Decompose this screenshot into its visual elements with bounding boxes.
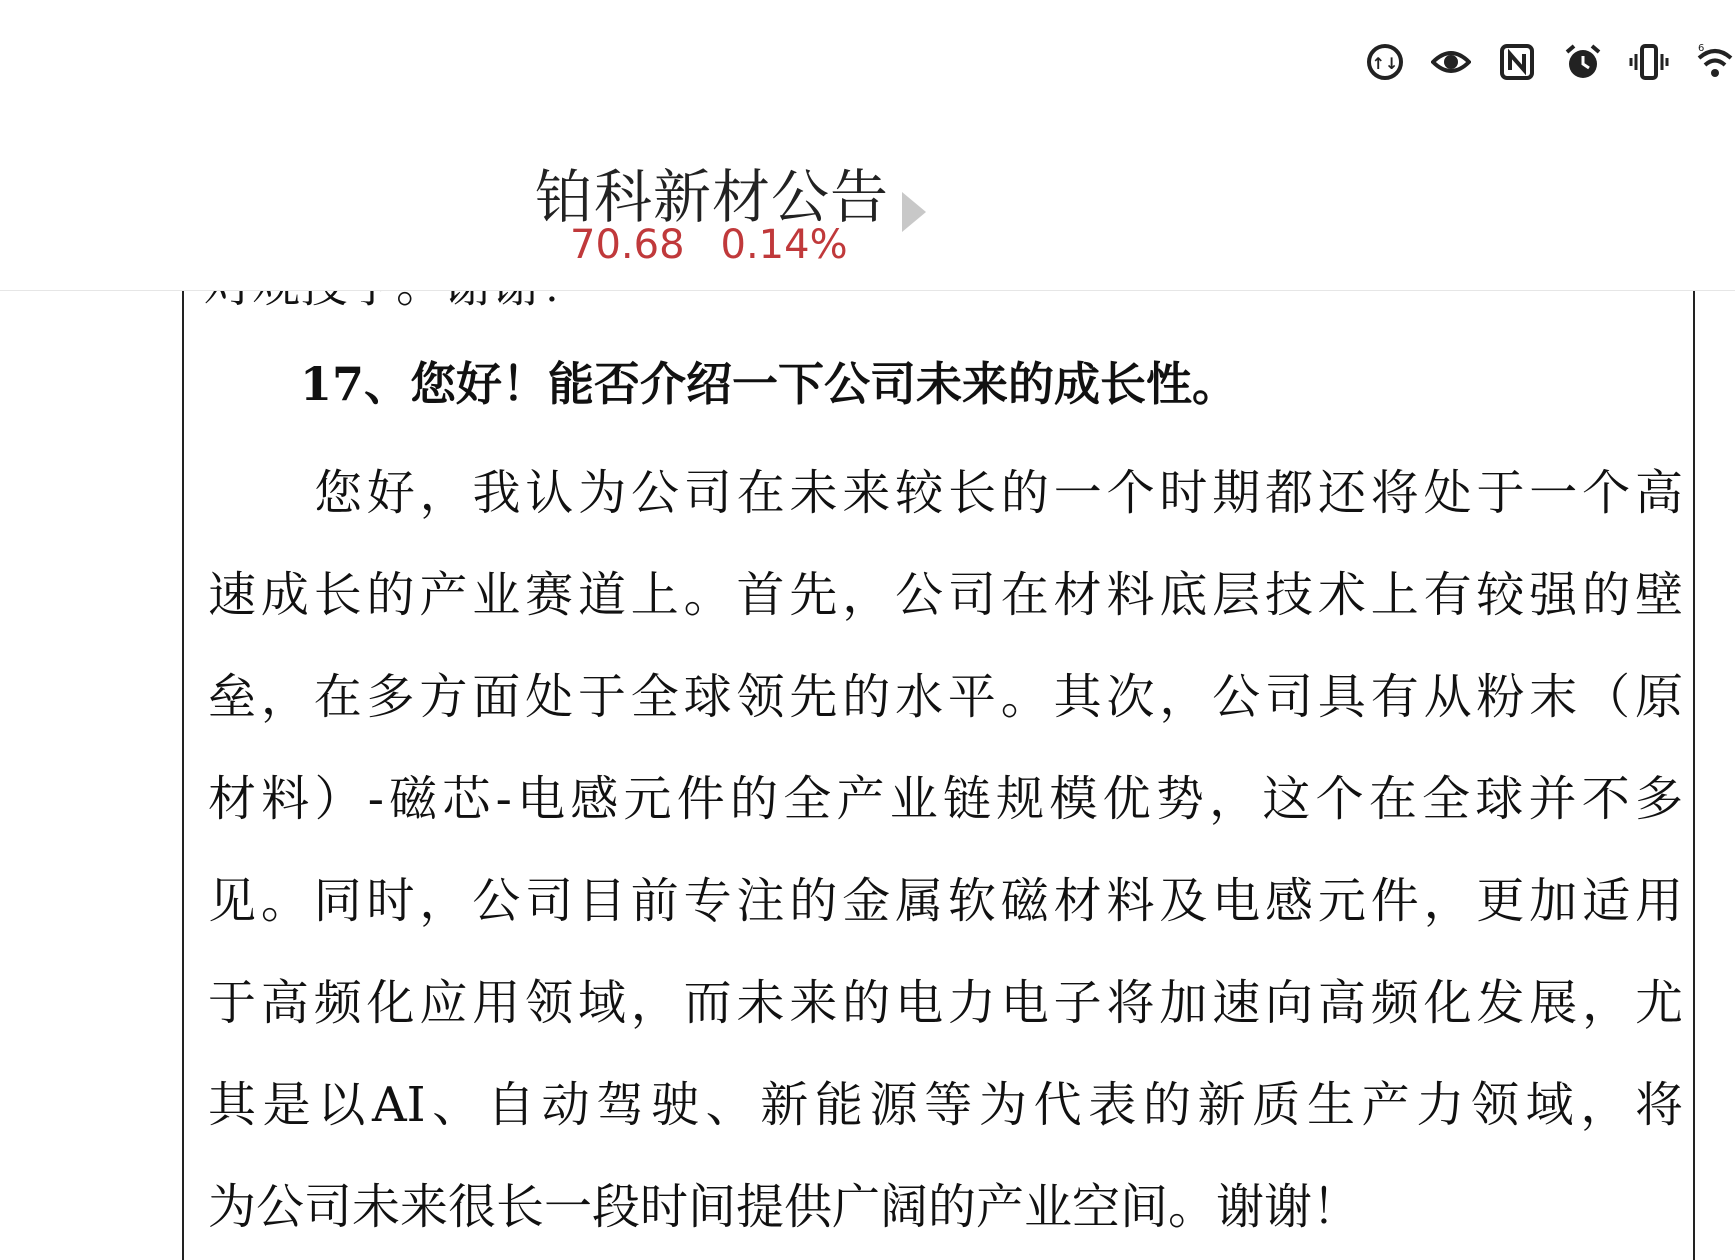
nfc-icon: [1497, 42, 1537, 82]
answer-line: 速成长的产业赛道上。首先，公司在材料底层技术上有较强的壁: [208, 567, 1683, 623]
answer-line: 您好，我认为公司在未来较长的一个时期都还将处于一个高: [314, 465, 1683, 521]
stock-price: 70.68: [570, 222, 685, 268]
answer-line: 于高频化应用领域，而未来的电力电子将加速向高频化发展，尤: [208, 975, 1683, 1031]
stock-quote: [570, 222, 848, 268]
vibrate-icon: [1629, 42, 1669, 82]
answer-line: 为公司未来很长一段时间提供广阔的产业空间。谢谢！: [208, 1179, 1361, 1235]
wifi-6-icon: [1695, 42, 1735, 82]
answer-line: 垒，在多方面处于全球领先的水平。其次，公司具有从粉末（原: [208, 669, 1683, 725]
alarm-icon: [1563, 42, 1603, 82]
data-saver-icon: [1365, 42, 1405, 82]
svg-text:↑↓: ↑↓: [1371, 54, 1399, 73]
answer-paragraph: [208, 442, 1683, 1258]
play-arrow-icon[interactable]: [902, 192, 926, 232]
document-page: [182, 260, 1695, 1260]
status-bar: [0, 0, 1735, 120]
answer-line: 材料）-磁芯-电感元件的全产业链规模优势，这个在全球并不多: [208, 771, 1683, 827]
eye-icon: [1431, 42, 1471, 82]
answer-line: 其是以AI、自动驾驶、新能源等为代表的新质生产力领域，将: [208, 1077, 1683, 1133]
answer-line: 见。同时，公司目前专注的金属软磁材料及电感元件，更加适用: [208, 873, 1683, 929]
stock-change: 0.14%: [720, 222, 848, 268]
status-icons: [1365, 42, 1735, 82]
page-title: 铂科新材公告: [535, 163, 890, 231]
svg-text:6: 6: [1698, 43, 1705, 54]
question-heading: 17、您好！能否介绍一下公司未来的成长性。: [300, 357, 1239, 411]
announcement-header: [0, 120, 1735, 291]
